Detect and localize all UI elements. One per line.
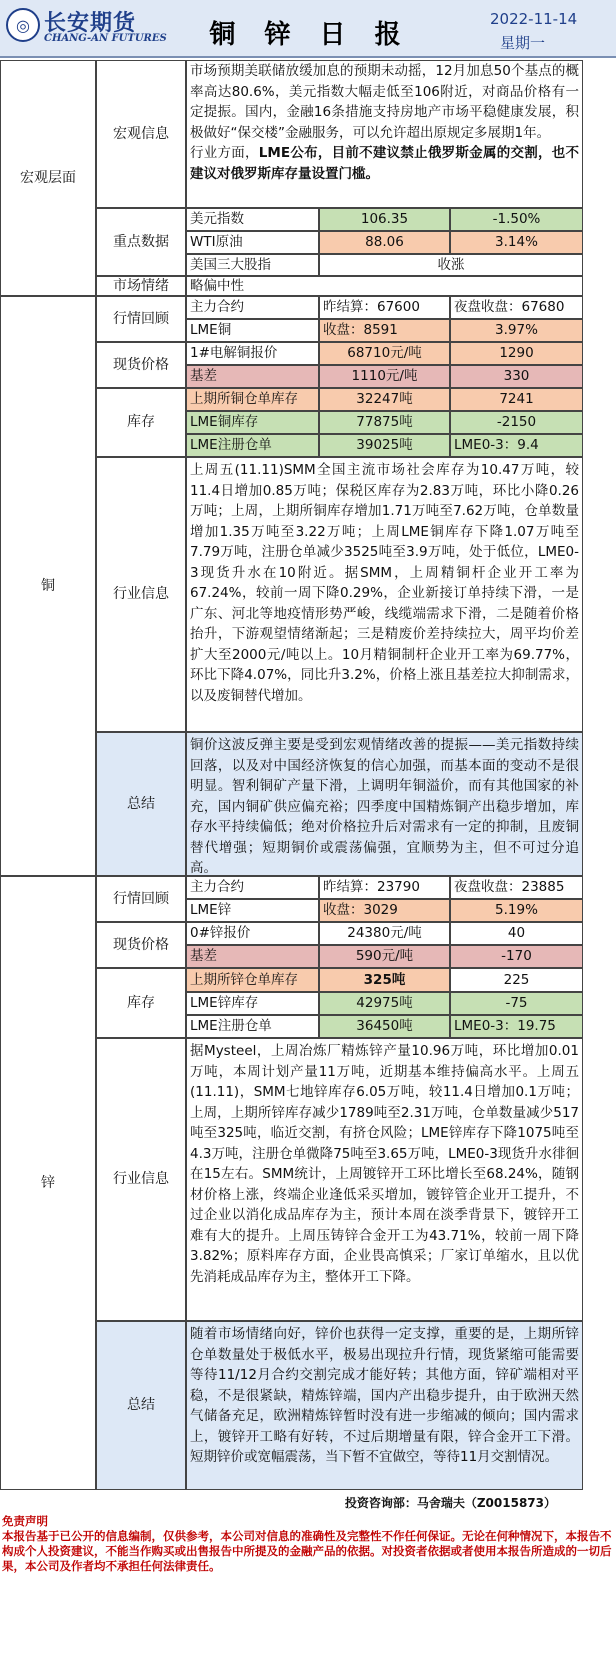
report-date: 2022-11-14 [490,10,578,28]
label-cu-industry: 行业信息 [96,457,186,732]
wti-name: WTI原油 [186,231,319,254]
cu-shfe-inv-value: 32247吨 [319,388,450,411]
cu-night-close: 夜盘收盘：67680 [450,296,583,319]
usd-name: 美元指数 [186,208,319,231]
zn-spot-value: 24380元/吨 [319,922,450,945]
label-zn-industry: 行业信息 [96,1038,186,1321]
wti-change: 3.14% [450,231,583,254]
analyst-signature: 投资咨询部：马舍瑞夫（Z0015873） [344,1496,556,1510]
cu-lme-reg-name: LME注册仓单 [186,434,319,457]
zn-lme-name: LME锌 [186,899,319,922]
zn-shfe-inv-value: 325吨 [319,968,450,992]
zn-prev-settle: 昨结算：23790 [319,876,450,899]
zn-night-close: 夜盘收盘：23885 [450,876,583,899]
zn-lme-close: 收盘：3029 [319,899,450,922]
cu-lme-change: 3.97% [450,319,583,342]
cu-basis-value: 1110元/吨 [319,365,450,388]
label-zn-inventory: 库存 [96,968,186,1038]
cu-prev-settle: 昨结算：67600 [319,296,450,319]
label-cu-review: 行情回顾 [96,296,186,342]
zn-lme-inv-change: -75 [450,992,583,1015]
cu-lme-reg-value: 39025吨 [319,434,450,457]
cu-lme-inv-change: -2150 [450,411,583,434]
disclaimer [0,1514,616,1574]
stock-name: 美国三大股指 [186,254,319,276]
section-zinc: 锌 [0,876,96,1490]
label-zn-summary: 总结 [96,1321,186,1490]
cu-lme-spread: LME0-3：9.4 [450,434,583,457]
label-key-data: 重点数据 [96,208,186,276]
usd-value: 106.35 [319,208,450,231]
cu-spot-name: 1#电解铜报价 [186,342,319,365]
label-cu-inventory: 库存 [96,388,186,457]
usd-change: -1.50% [450,208,583,231]
zn-basis-value: 590元/吨 [319,945,450,968]
zn-basis-change: -170 [450,945,583,968]
report-header [0,0,616,58]
section-macro: 宏观层面 [0,60,96,296]
logo-cn: 长安期货 [44,11,137,36]
report-weekday: 星期一 [500,34,546,52]
cu-summary-text: 铜价这波反弹主要是受到宏观情绪改善的提振——美元指数持续回落，以及对中国经济恢复的信心加强，而基本面的变动不是很明显。智利铜矿产量下滑，上调明年铜溢价，而有其他国家的补充，国内铜矿供应偏充裕；四季度中国精炼铜产出稳步增加，库存水平持续偏低；绝对价格拉升后对需求有一定的抑制，且废铜替代增强；短期铜价或震荡偏强，宜顺势为主，但不可过分追高。 [186,732,583,876]
label-zn-spot: 现货价格 [96,922,186,968]
zn-lme-reg-value: 36450吨 [319,1015,450,1038]
label-cu-spot: 现货价格 [96,342,186,388]
market-mood-value: 略偏中性 [186,276,583,296]
cu-spot-value: 68710元/吨 [319,342,450,365]
zn-lme-reg-name: LME注册仓单 [186,1015,319,1038]
cu-shfe-inv-change: 7241 [450,388,583,411]
disclaimer-title: 免责声明 [2,1514,48,1528]
wti-value: 88.06 [319,231,450,254]
cu-lme-inv-name: LME铜库存 [186,411,319,434]
zn-shfe-inv-name: 上期所锌仓单库存 [186,968,319,992]
stock-value: 收涨 [319,254,583,276]
cu-lme-close: 收盘：8591 [319,319,450,342]
zn-spot-name: 0#锌报价 [186,922,319,945]
label-market-mood: 市场情绪 [96,276,186,296]
zn-industry-text: 据Mysteel，上周冶炼厂精炼锌产量10.96万吨，环比增加0.01万吨，本周计划产量11万吨，近期基本维持偏高水平。上周五(11.11)，SMM七地锌库存6.05万吨，较11.4日增加0.1万吨；上周，上期所锌库存减少1789吨至2.31万吨，仓单数量减少517吨至325吨，临近交割，有挤仓风险；LME锌库存下降1075吨至4.3万吨，注册仓单微降75吨至3.65万吨，LME0-3现货升水徘徊在15左右。SMM统计，上周镀锌开工环比增长至68.24%，随钢材价格上涨，终端企业逢低采买增加，镀锌管企业开工提升，不过企业以消化成品库存为主，预计本周在淡季背景下，镀锌开工难有大的提升。上周压铸锌合金开工为43.71%，较前一周下降3.82%；原料库存方面，企业畏高慎采；厂家订单缩水，且以优先消耗成品库存为主，整体开工下降。 [186,1038,583,1321]
zn-basis-name: 基差 [186,945,319,968]
cu-spot-change: 1290 [450,342,583,365]
cu-lme-name: LME铜 [186,319,319,342]
zn-lme-change: 5.19% [450,899,583,922]
macro-info-text: 市场预期美联储放缓加息的预期未动摇，12月加息50个基点的概率高达80.6%，美元指数大幅走低至106附近，对商品价格有一定提振。国内，金融16条措施支持房地产市场平稳健康发展，积极做好“保交楼”金融服务，可以允许超出原规定多展期1年。 行业方面，LME公布，目前不建议禁止俄罗斯金属的交割，也不建议对俄罗斯库存量设置门槛。 [186,60,583,208]
label-cu-summary: 总结 [96,732,186,876]
zn-summary-text: 随着市场情绪向好，锌价也获得一定支撑，重要的是，上期所锌仓单数量处于极低水平，极易出现拉升行情，现货紧缩可能需要等待11/12月合约交割完成才能好转；其他方面，锌矿端相对平稳，不是很紧缺，精炼锌端，国内产出稳步提升，由于欧洲天然气储备充足，欧洲精炼锌暂时没有进一步缩减的倾向；国内需求上，镀锌开工略有好转，不过后期增量有限，锌合金开工下滑。短期锌价或宽幅震荡，当下暂不宜做空，等待11月交割情况。 [186,1321,583,1490]
cu-main-contract: 主力合约 [186,296,319,319]
disclaimer-text: 本报告基于已公开的信息编制，仅供参考，本公司对信息的准确性及完整性不作任何保证。无论在何种情况下，本报告不构成个人投资建议，不能当作购买或出售报告中所提及的金融产品的依据。对投资者依据或者使用本报告所造成的一切后果，本公司及作者均不承担任何法律责任。 [2,1529,612,1573]
zn-lme-inv-name: LME锌库存 [186,992,319,1015]
report-title: 铜 锌 日 报 [209,20,411,50]
cu-basis-name: 基差 [186,365,319,388]
label-macro-info: 宏观信息 [96,60,186,208]
logo-en: CHANG-AN FUTURES [44,33,167,44]
zn-spot-change: 40 [450,922,583,945]
company-logo-icon: ◎ [6,8,40,42]
cu-lme-inv-value: 77875吨 [319,411,450,434]
cu-basis-change: 330 [450,365,583,388]
section-copper: 铜 [0,296,96,876]
cu-shfe-inv-name: 上期所铜仓单库存 [186,388,319,411]
zn-lme-inv-value: 42975吨 [319,992,450,1015]
label-zn-review: 行情回顾 [96,876,186,922]
zn-main-contract: 主力合约 [186,876,319,899]
zn-lme-spread: LME0-3：19.75 [450,1015,583,1038]
cu-industry-text: 上周五(11.11)SMM全国主流市场社会库存为10.47万吨，较11.4日增加0.85万吨；保税区库存为2.83万吨，环比小降0.26万吨；上周，上期所铜库存增加1.71万吨至7.62万吨，仓单数量增加1.35万吨至3.22万吨；上周LME铜库存下降1.07万吨至7.79万吨，注册仓单减少3525吨至3.9万吨，处于低位，LME0-3现货升水在10附近。据SMM，上周精铜杆企业开工率为67.24%，较前一周下降0.29%，企业新接订单持续下滑，一是广东、河北等地疫情形势严峻，线缆端需求下滑，二是随着价格抬升，下游观望情绪渐起；三是精废价差持续拉大，周平均价差扩大至2000元/吨以上。10月精铜制杆企业开工率为69.77%，环比下降4.07%，同比升3.2%，价格上涨且基差拉大抑制需求，以及废铜替代增加。 [186,457,583,732]
zn-shfe-inv-change: 225 [450,968,583,992]
